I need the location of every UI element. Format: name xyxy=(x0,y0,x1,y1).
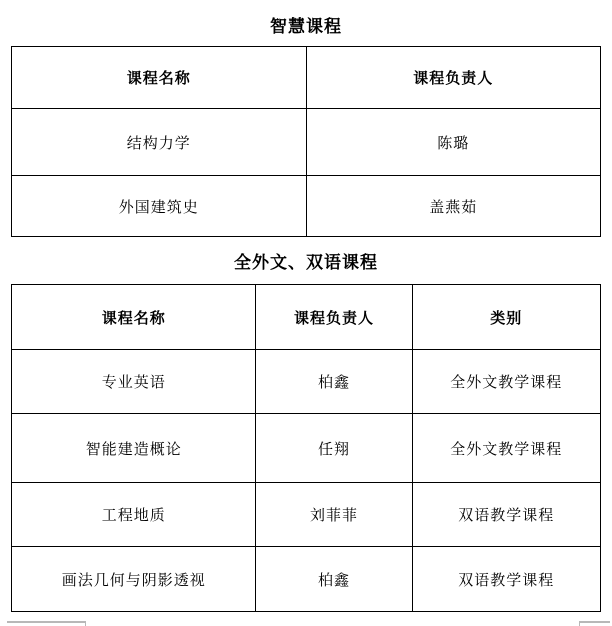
column-header-course-name: 课程名称 xyxy=(12,47,307,109)
smart-courses-title: 智慧课程 xyxy=(270,17,342,37)
cell-category: 全外文教学课程 xyxy=(412,414,601,483)
table-header-row xyxy=(12,47,601,109)
column-header-course-leader: 课程负责人 xyxy=(256,285,412,350)
table-row xyxy=(12,350,601,414)
cell-category: 全外文教学课程 xyxy=(412,350,601,414)
cell-course-name: 工程地质 xyxy=(12,483,256,547)
bilingual-courses-table xyxy=(11,284,601,612)
document-body xyxy=(0,14,612,612)
table-row xyxy=(12,414,601,483)
cell-category: 双语教学课程 xyxy=(412,547,601,612)
next-table-fragment-left xyxy=(7,621,86,626)
table-header-row xyxy=(12,285,601,350)
table-row xyxy=(12,547,601,612)
column-header-course-name: 课程名称 xyxy=(12,285,256,350)
column-header-course-leader: 课程负责人 xyxy=(306,47,601,109)
cell-course-leader: 柏鑫 xyxy=(256,547,412,612)
cell-course-leader: 任翔 xyxy=(256,414,412,483)
cell-course-leader: 刘菲菲 xyxy=(256,483,412,547)
cell-course-name: 智能建造概论 xyxy=(12,414,256,483)
cell-course-leader: 柏鑫 xyxy=(256,350,412,414)
bilingual-courses-title: 全外文、双语课程 xyxy=(234,253,378,273)
cell-course-name: 结构力学 xyxy=(12,109,307,176)
table-row xyxy=(12,483,601,547)
cell-course-leader: 盖燕茹 xyxy=(306,176,601,237)
cell-course-name: 外国建筑史 xyxy=(12,176,307,237)
cell-category: 双语教学课程 xyxy=(412,483,601,547)
table-row xyxy=(12,176,601,237)
next-table-fragment-right xyxy=(579,621,610,626)
table-row xyxy=(12,109,601,176)
column-header-category: 类别 xyxy=(412,285,601,350)
cell-course-name: 画法几何与阴影透视 xyxy=(12,547,256,612)
cell-course-name: 专业英语 xyxy=(12,350,256,414)
smart-courses-table xyxy=(11,46,601,237)
cell-course-leader: 陈璐 xyxy=(306,109,601,176)
